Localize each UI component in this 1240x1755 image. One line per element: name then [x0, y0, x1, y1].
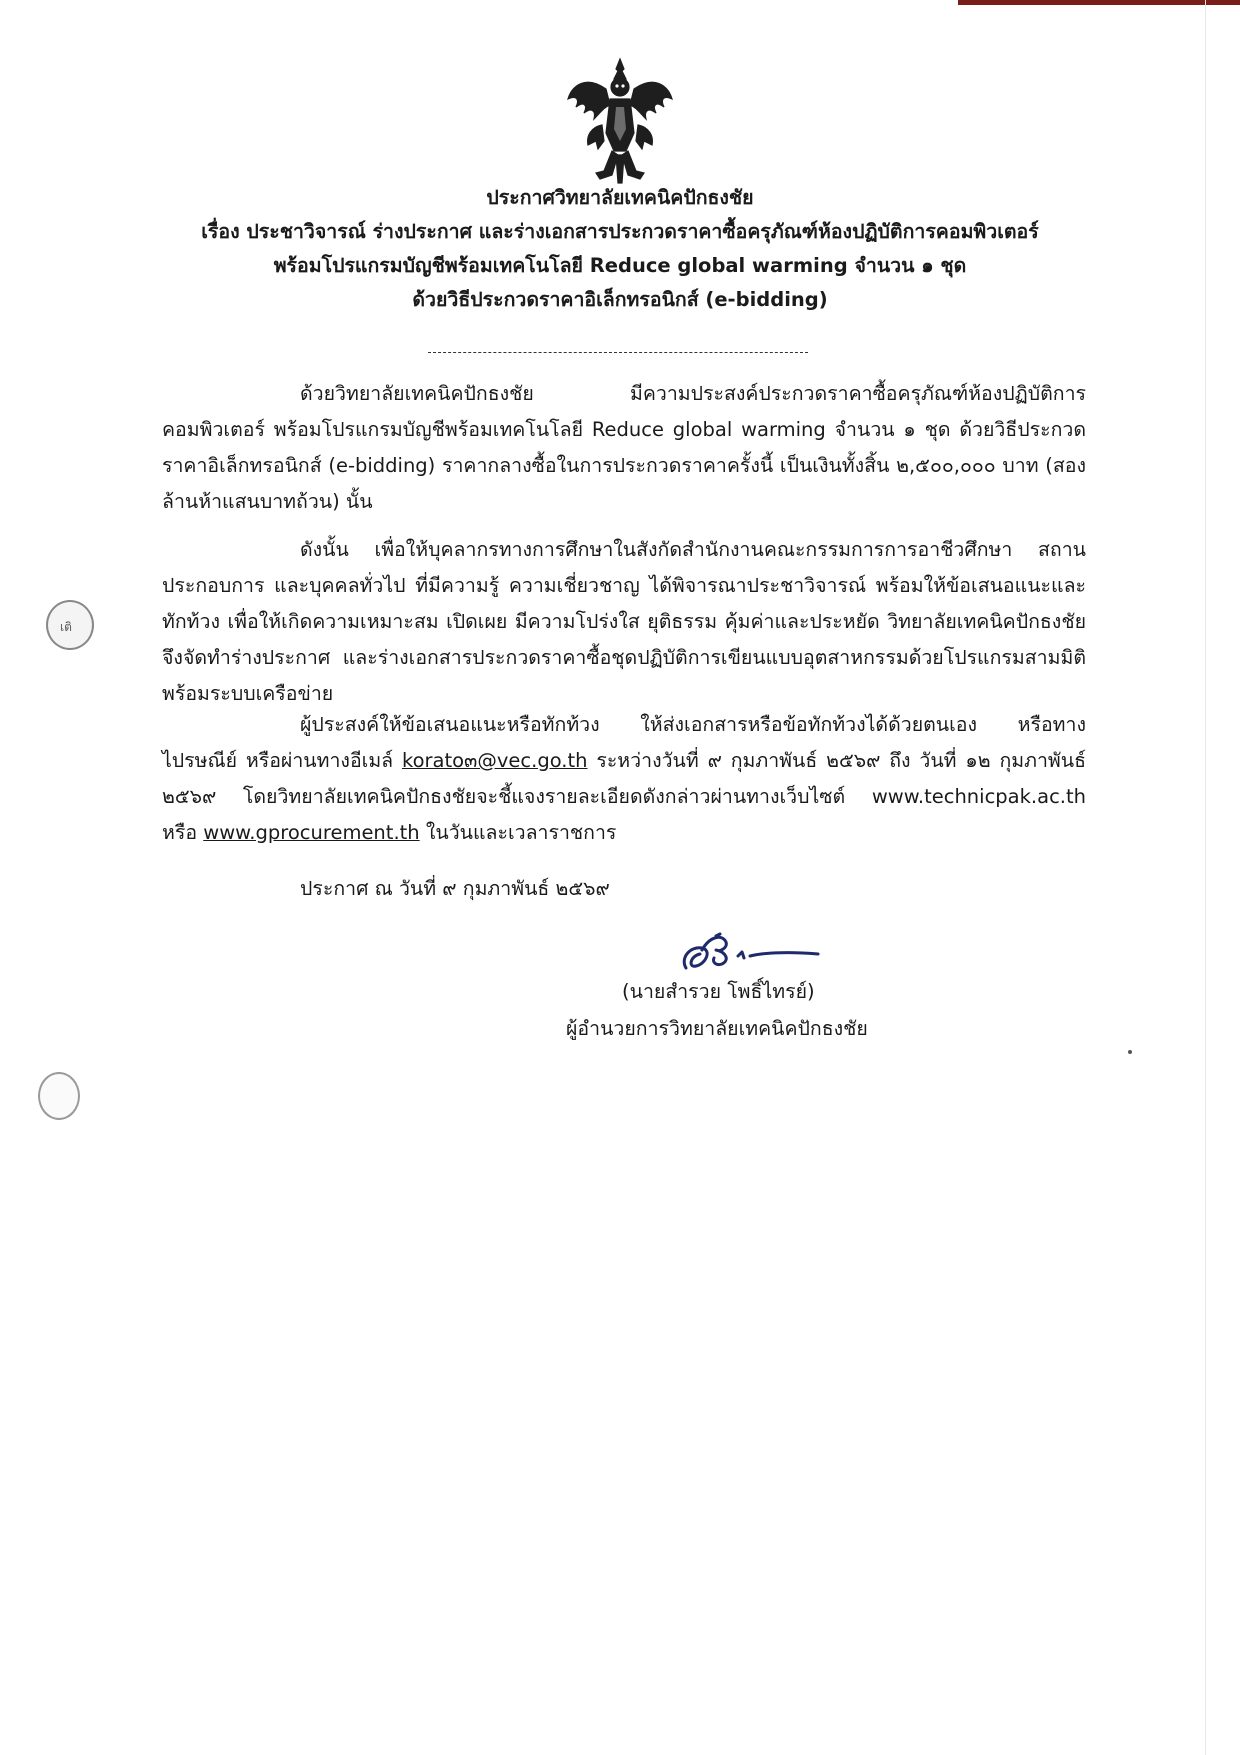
paragraph-2: ดังนั้น เพื่อให้บุคลากรทางการศึกษาในสังกัดสำนักงานคณะกรรมการการอาชีวศึกษา สถานประกอบการ และบุคคลทั่วไป ที่มีความรู้ ความเชี่ยวชาญ ได้พิจารณาประชาวิจารณ์ พร้อมให้ข้อเสนอแนะและทักท้วง เพื่อให้เกิดความเหมาะสม เปิดเผย มีความโปร่งใส ยุติธรรม คุ้มค่าและประหยัด วิทยาลัยเทคนิคปักธงชัย จึงจัดทำร่างประกาศ และร่างเอกสารประกวดราคาซื้อชุดปฏิบัติการเขียนแบบอุตสาหกรรมด้วยโปรแกรมสามมิติพร้อมระบบเครือข่าย [162, 538, 1086, 705]
paragraph-1: ด้วยวิทยาลัยเทคนิคปักธงชัย มีความประสงค์ประกวดราคาซื้อครุภัณฑ์ห้องปฏิบัติการคอมพิวเตอร์ พร้อมโปรแกรมบัญชีพร้อมเทคโนโลยี Reduce global warming จำนวน ๑ ชุด ด้วยวิธีประกวดราคาอิเล็กทรอนิกส์ (e-bidding) ราคากลางซื้อในการประกวดราคาครั้งนี้ เป็นเงินทั้งสิ้น ๒,๕๐๐,๐๐๐ บาท (สองล้านห้าแสนบาทถ้วน) นั้น [162, 382, 1086, 513]
paragraph-3 [162, 707, 1086, 851]
binder-hole [38, 1072, 80, 1120]
signature [676, 928, 826, 978]
signer-position: ผู้อำนวยการวิทยาลัยเทคนิคปักธงชัย [566, 1017, 868, 1040]
page-edge-line [1205, 0, 1206, 1755]
header-subject-line2: พร้อมโปรแกรมบัญชีพร้อมเทคโนโลยี Reduce global warming จำนวน ๑ ชุด [273, 254, 967, 277]
divider [428, 352, 808, 353]
speck [1128, 1050, 1132, 1054]
garuda-emblem-icon [566, 55, 674, 185]
header-method: ด้วยวิธีประกวดราคาอิเล็กทรอนิกส์ (e-bidding) [412, 288, 828, 311]
header-title: ประกาศวิทยาลัยเทคนิคปักธงชัย [486, 186, 754, 209]
paragraph-3-text-a: ผู้ประสงค์ให้ข้อเสนอแนะหรือทักท้วง ให้ส่งเอกสารหรือข้อทักท้วงได้ด้วยตนเอง หรือทางไปรษณีย์ หรือผ่านทางอีเมล์ [162, 713, 1086, 772]
announce-date: ประกาศ ณ วันที่ ๙ กุมภาพันธ์ ๒๕๖๙ [300, 877, 610, 900]
margin-note: เติ [60, 620, 72, 634]
top-edge-strip [958, 0, 1240, 5]
paragraph-3-text-c: ในวันและเวลาราชการ [419, 821, 617, 844]
signer-name: (นายสำรวย โพธิ์ไทรย์) [622, 980, 815, 1003]
email-link[interactable]: korato๓@vec.go.th [401, 749, 588, 772]
header-subject: เรื่อง ประชาวิจารณ์ ร่างประกาศ และร่างเอกสารประกวดราคาซื้อครุภัณฑ์ห้องปฏิบัติการคอมพิวเตอร์ [201, 220, 1039, 243]
gprocurement-link[interactable]: www.gprocurement.th [203, 821, 420, 844]
paragraph-3-text-b: ระหว่างวันที่ ๙ กุมภาพันธ์ ๒๕๖๙ ถึง วันที่ ๑๒ กุมภาพันธ์ ๒๕๖๙ โดยวิทยาลัยเทคนิคปักธงชัยจะชี้แจงรายละเอียดดังกล่าวผ่านทางเว็บไซต์ www.technicpak.ac.th หรือ [162, 749, 1086, 844]
